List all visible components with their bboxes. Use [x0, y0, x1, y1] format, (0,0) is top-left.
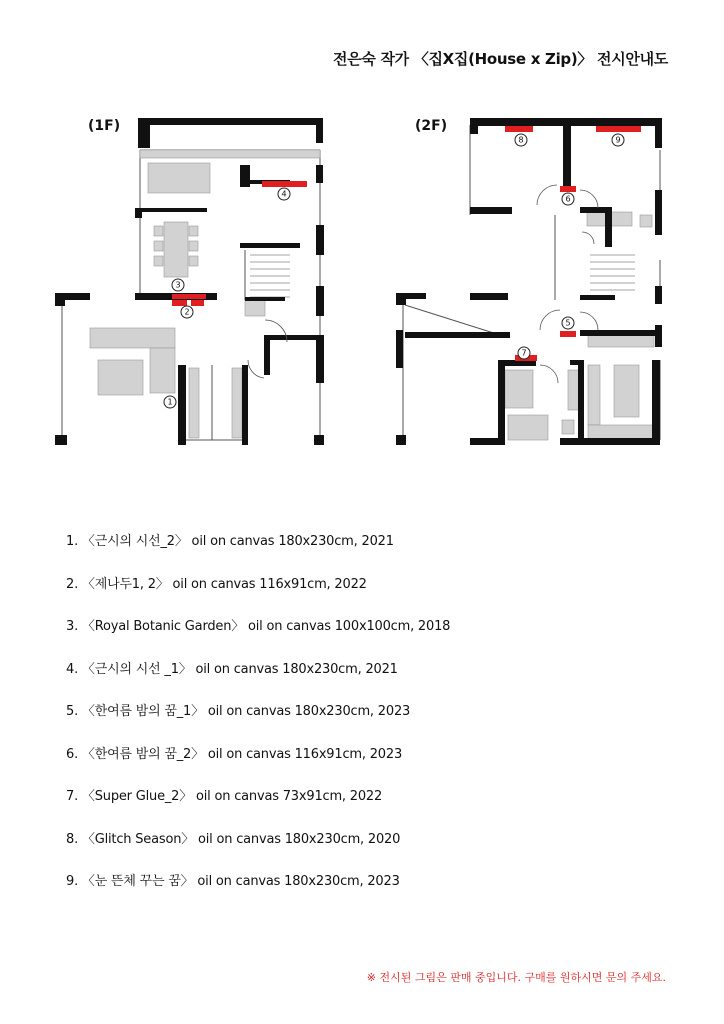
floor-plans	[0, 0, 724, 500]
marker-5	[562, 317, 574, 329]
sales-note: ※ 전시된 그림은 판매 중입니다. 구매를 원하시면 문의 주세요.	[366, 971, 666, 984]
marker-2	[181, 306, 193, 318]
svg-text:2: 2	[184, 307, 190, 317]
artwork-item-2: 2. 〈제나두1, 2〉 oil on canvas 116x91cm, 2022	[66, 576, 367, 592]
artwork-list	[66, 530, 450, 913]
artwork-item-8: 8. 〈Glitch Season〉 oil on canvas 180x230cm, 2020	[66, 831, 401, 847]
marker-8	[515, 134, 527, 146]
floor-plan-1f	[55, 118, 324, 445]
svg-text:3: 3	[175, 280, 181, 290]
svg-text:4: 4	[281, 189, 287, 199]
floor-label-2f: (2F)	[415, 118, 448, 134]
artwork-item-4: 4. 〈근시의 시선 _1〉 oil on canvas 180x230cm, 2021	[66, 661, 398, 677]
svg-text:9: 9	[615, 135, 621, 145]
page-title: 전은숙 작가 〈집X집(House x Zip)〉 전시안내도	[332, 50, 668, 68]
floor-plan-2f	[396, 118, 662, 445]
svg-text:5: 5	[565, 318, 571, 328]
artwork-item-5: 5. 〈한여름 밤의 꿈_1〉 oil on canvas 180x230cm, 2023	[66, 704, 411, 719]
marker-3	[172, 279, 184, 291]
marker-9	[612, 134, 624, 146]
svg-text:1: 1	[167, 397, 173, 407]
marker-1	[164, 396, 176, 408]
artwork-item-6: 6. 〈한여름 밤의 꿈_2〉 oil on canvas 116x91cm, 2023	[66, 746, 403, 762]
svg-text:8: 8	[518, 135, 524, 145]
marker-7	[518, 347, 530, 359]
marker-4	[278, 188, 290, 200]
artwork-item-3: 3. 〈Royal Botanic Garden〉 oil on canvas 100x100cm, 2018	[66, 619, 451, 634]
artwork-item-7: 7. 〈Super Glue_2〉 oil on canvas 73x91cm, 2022	[66, 789, 383, 804]
floor-label-1f: (1F)	[88, 118, 121, 134]
svg-text:6: 6	[565, 194, 571, 204]
artwork-item-1: 1. 〈근시의 시선_2〉 oil on canvas 180x230cm, 2021	[66, 534, 394, 549]
marker-6	[562, 193, 574, 205]
artwork-item-9: 9. 〈눈 뜬체 꾸는 꿈〉 oil on canvas 180x230cm, 2023	[66, 874, 400, 889]
svg-text:7: 7	[521, 348, 527, 358]
